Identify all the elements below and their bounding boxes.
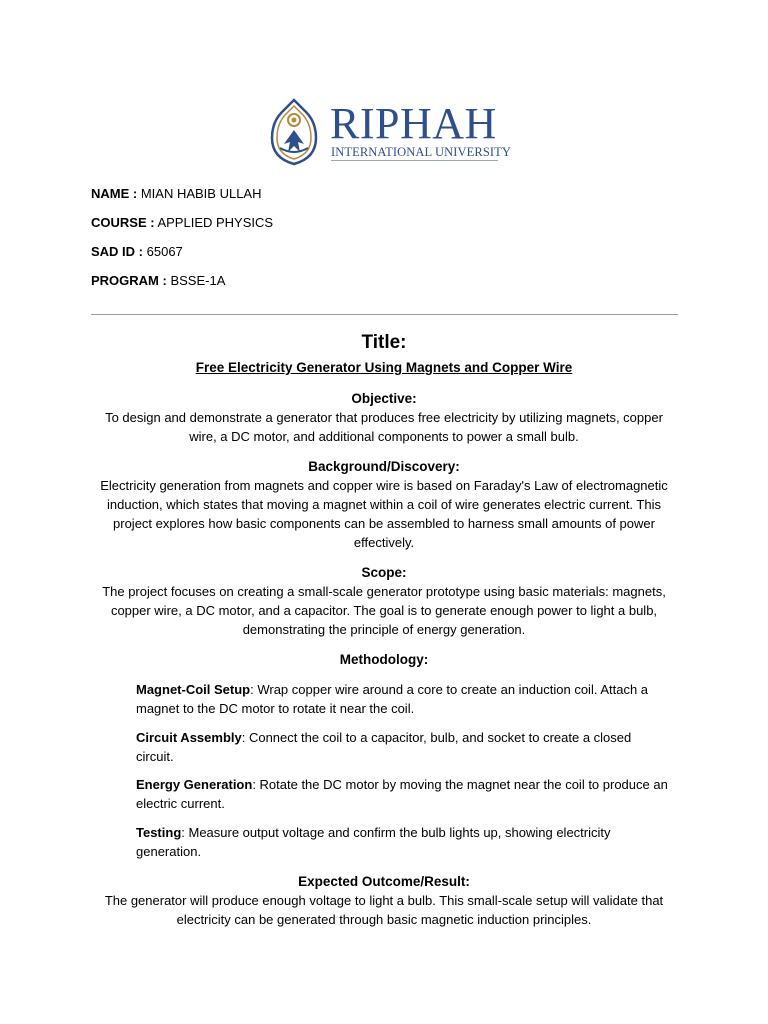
methodology-step: [136, 728, 681, 747]
name-label: NAME :: [91, 186, 138, 201]
name-value: MIAN HABIB ULLAH: [140, 186, 262, 201]
logo-subtitle: INTERNATIONAL UNIVERSITY: [331, 145, 512, 159]
sadid-label: SAD ID :: [91, 244, 143, 259]
scope-line: copper wire, a DC motor, and a capacitor. The goal is to generate enough power to light a bulb,: [110, 603, 658, 618]
sadid-value: 65067: [146, 244, 183, 259]
step-text: : Connect the coil to a capacitor, bulb, and socket to create a closed: [241, 730, 632, 745]
step-term: Energy Generation: [136, 777, 253, 792]
background-line: Electricity generation from magnets and copper wire is based on Faraday's Law of electromagnetic: [100, 478, 668, 493]
step-text-continued: electric current.: [136, 796, 225, 811]
scope-line: The project focuses on creating a small-scale generator prototype using basic materials: magnets,: [102, 584, 666, 599]
scope-line: demonstrating the principle of energy generation.: [242, 622, 526, 637]
sadid-line: [91, 244, 183, 260]
title-heading: Title:: [361, 332, 407, 353]
project-title: Free Electricity Generator Using Magnets and Copper Wire: [195, 360, 573, 375]
course-label: COURSE :: [91, 215, 155, 230]
logo-name: RIPHAH: [330, 99, 497, 148]
program-label: PROGRAM :: [91, 273, 167, 288]
objective-heading: Objective:: [351, 391, 417, 406]
scope-heading: Scope:: [361, 565, 407, 580]
step-text-continued: generation.: [136, 844, 202, 859]
background-line: project explores how basic components can be assembled to harness small amounts of power: [113, 516, 655, 531]
course-line: [91, 215, 273, 231]
step-text-continued: circuit.: [136, 749, 174, 764]
step-text: : Wrap copper wire around a core to create an induction coil. Attach a: [250, 682, 649, 697]
methodology-step: [136, 680, 681, 699]
logo-divider: [331, 160, 498, 161]
background-heading: Background/Discovery:: [308, 459, 460, 474]
methodology-heading: Methodology:: [339, 652, 429, 667]
methodology-step: [136, 823, 681, 842]
outcome-line: The generator will produce enough voltage to light a bulb. This small-scale setup will validate that: [104, 893, 664, 908]
step-text: : Measure output voltage and confirm the bulb lights up, showing electricity: [181, 825, 611, 840]
step-term: Magnet-Coil Setup: [136, 682, 251, 697]
step-term: Circuit Assembly: [136, 730, 242, 745]
objective-line: wire, a DC motor, and additional components to power a small bulb.: [189, 429, 579, 444]
name-line: [91, 186, 262, 202]
program-line: [91, 273, 225, 289]
background-line: effectively.: [353, 535, 415, 550]
section-divider: [91, 314, 678, 315]
objective-line: To design and demonstrate a generator that produces free electricity by utilizing magnets, copper: [105, 410, 663, 425]
university-logo: [266, 98, 512, 168]
outcome-line: electricity can be generated through basic magnetic induction principles.: [176, 912, 592, 927]
background-line: induction, which states that moving a magnet within a coil of wire generates electric current. This: [107, 497, 661, 512]
riphah-emblem-icon: [266, 98, 322, 166]
step-text: : Rotate the DC motor by moving the magnet near the coil to produce an: [252, 777, 668, 792]
step-text-continued: magnet to the DC motor to rotate it near the coil.: [136, 701, 415, 716]
step-term: Testing: [136, 825, 182, 840]
course-value: APPLIED PHYSICS: [157, 215, 274, 230]
outcome-heading: Expected Outcome/Result:: [298, 874, 470, 889]
methodology-step: [136, 775, 681, 794]
program-value: BSSE-1A: [170, 273, 226, 288]
